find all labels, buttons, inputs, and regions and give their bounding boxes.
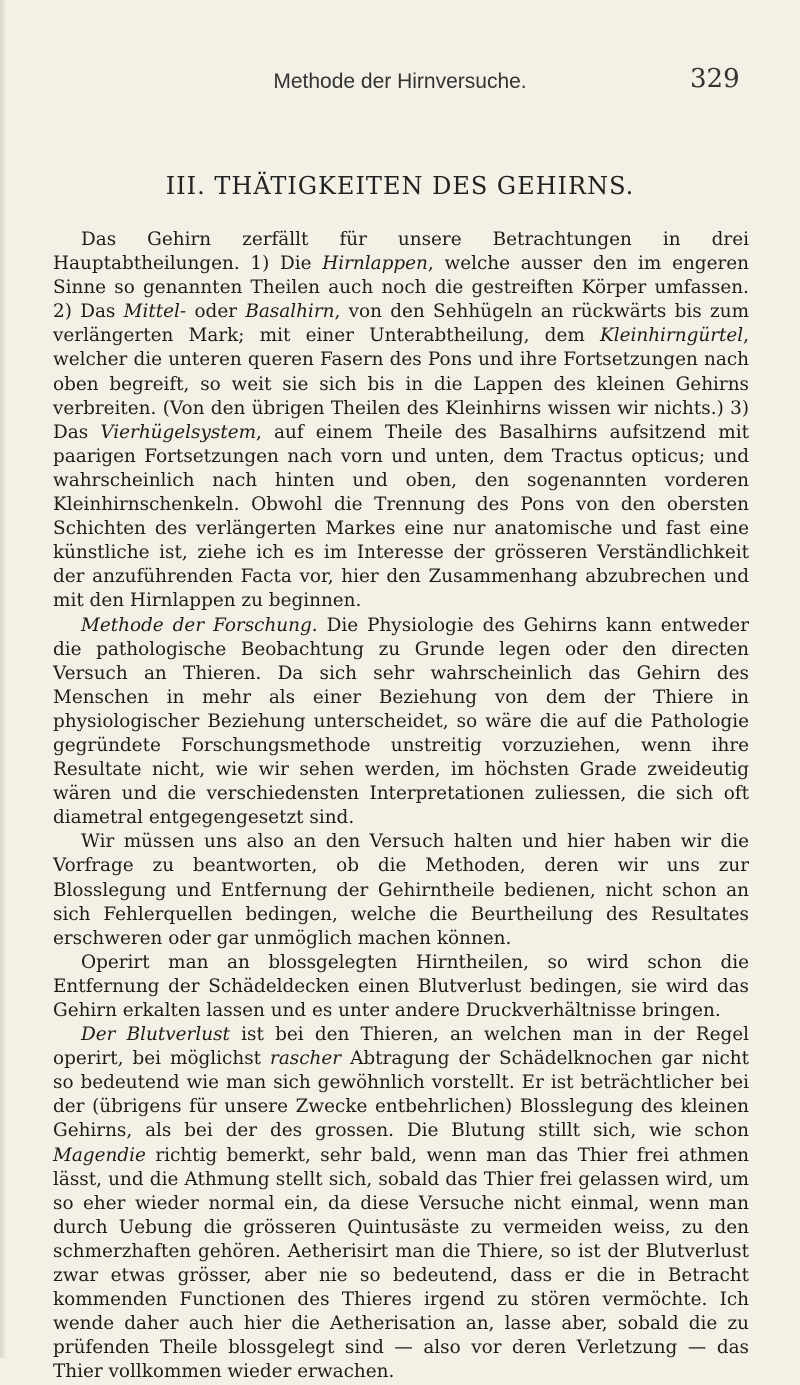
paragraph-brain-divisions <box>53 228 749 614</box>
paragraph-research-method <box>53 614 749 831</box>
text-run: richtig bemerkt, sehr bald, wenn man das Thier frei athmen lässt, und die Athmung stellt sich, sobald das Thier frei gelassen wird, um so eher wieder normal ein, da diese Versuche nicht einmal, wenn man durch Uebung die grösseren Quintusäste zu vermeiden weiss, zu den schmerzhaften gehören. Aetherisirt man die Thiere, so ist der Blutverlust zwar etwas grösser, aber nie so bedeutend, dass er die in Betracht kommenden Functionen des Thieres irgend zu stören vermöchte. Ich wende daher auch hier die Aetherisation an, lasse aber, sobald die zu prüfenden Theile blossgelegt sind — also vor deren Verletzung — das Thier vollkommen wieder erwachen. <box>53 1144 749 1383</box>
italic-term: Mittel- <box>123 301 187 323</box>
text-run: Das Gehirn zerfällt für unsere Betrachtungen in drei Hauptabtheilungen. 1) Die <box>53 229 749 275</box>
text-run: , welche ausser den im engeren Sinne so genannten Theilen auch noch die gestreiften Körper umfassen. 2) Das <box>53 253 749 323</box>
italic-term: Kleinhirngürtel <box>599 325 744 347</box>
text-run: oder <box>186 301 246 323</box>
section-heading: III. THÄTIGKEITEN DES GEHIRNS. <box>165 172 635 200</box>
italic-term: Basalhirn <box>245 301 335 323</box>
body-text <box>53 228 749 1385</box>
text-run: Die Physiologie des Gehirns kann entweder die pathologische Beobachtung zu Grunde legen oder den directen Versuch an Thieren. Da sich sehr wahrscheinlich das Gehirn des Menschen in mehr als einer Beziehung von dem der Thiere in physiologischer Beziehung unterscheidet, so wäre die auf die Pathologie gegründete Forschungsmethode unstreitig vorzuziehen, wenn ihre Resultate nicht, wie wir sehen werden, im höchsten Grade zweideutig wären und die verschiedensten Interpretationen zuliessen, die sich oft diametral entgegengesetzt sind. <box>53 614 749 829</box>
italic-name: Magendie <box>53 1144 146 1166</box>
text-run: Abtragung der Schädelknochen gar nicht so bedeutend wie man sich gewöhnlich vorstellt. Er ist beträchtlicher bei der (übrigens für unsere Zwecke entbehrlichen) Blosslegung des kleinen Gehirns, als bei der des grossen. Die Blutung stillt sich, wie schon <box>53 1048 749 1142</box>
page-number: 329 <box>690 64 740 94</box>
text-run: , von den Sehhügeln an rückwärts bis zum verlängerten Mark; mit einer Unterabtheilung, dem <box>53 301 750 347</box>
text-run: , welcher die unteren queren Fasern des Pons und ihre Fortsetzungen nach oben begreift, so weit sie sich bis in die Lappen des kleinen Gehirns verbreiten. (Von den übrigen Theilen des Kleinhirns wissen wir nichts.) 3) Das <box>53 325 749 443</box>
text-run: , auf einem Theile des Basalhirns aufsitzend mit paarigen Fortsetzungen nach vorn und unten, dem Tractus opticus; und wahrscheinlich nach hinten und oben, den sogenannten vorderen Kleinhirnschenkeln. Obwohl die Trennung des Pons von den obersten Schichten des verlängerten Markes eine nur anatomische und fast eine künstliche ist, ziehe ich es im Interesse der grösseren Verständlichkeit der anzuführenden Facta vor, hier den Zusammenhang abzubrechen und mit den Hirnlappen zu beginnen. <box>53 421 750 612</box>
paragraph-experiment-question: Wir müssen uns also an den Versuch halten und hier haben wir die Vorfrage zu beantworten, ob die Methoden, deren wir uns zur Blosslegung und Entfernung der Gehirntheile bedienen, nicht schon an sich Fehlerquellen bedingen, welche die Beurtheilung des Resultates erschweren oder gar unmöglich machen können. <box>53 831 749 949</box>
italic-run-in-heading: Methode der Forschung. <box>81 614 318 636</box>
paragraph-exposed-parts: Operirt man an blossgelegten Hirntheilen, so wird schon die Entfernung der Schädeldecken einen Blutverlust bedingen, sie wird das Gehirn erkalten lassen und es unter andere Druckverhältnisse bringen. <box>53 951 749 1021</box>
text-run: ist bei den Thieren, an welchen man in der Regel operirt, bei möglichst <box>53 1024 750 1070</box>
italic-term: rascher <box>270 1048 342 1070</box>
italic-run-in-heading: Der Blutverlust <box>81 1024 230 1046</box>
paragraph-blood-loss <box>53 1023 749 1384</box>
italic-term: Hirnlappen <box>322 253 428 275</box>
page-edge-shadow <box>0 0 6 1358</box>
running-header: Methode der Hirnversuche. <box>273 70 527 93</box>
italic-term: Vierhügelsystem <box>100 421 257 443</box>
